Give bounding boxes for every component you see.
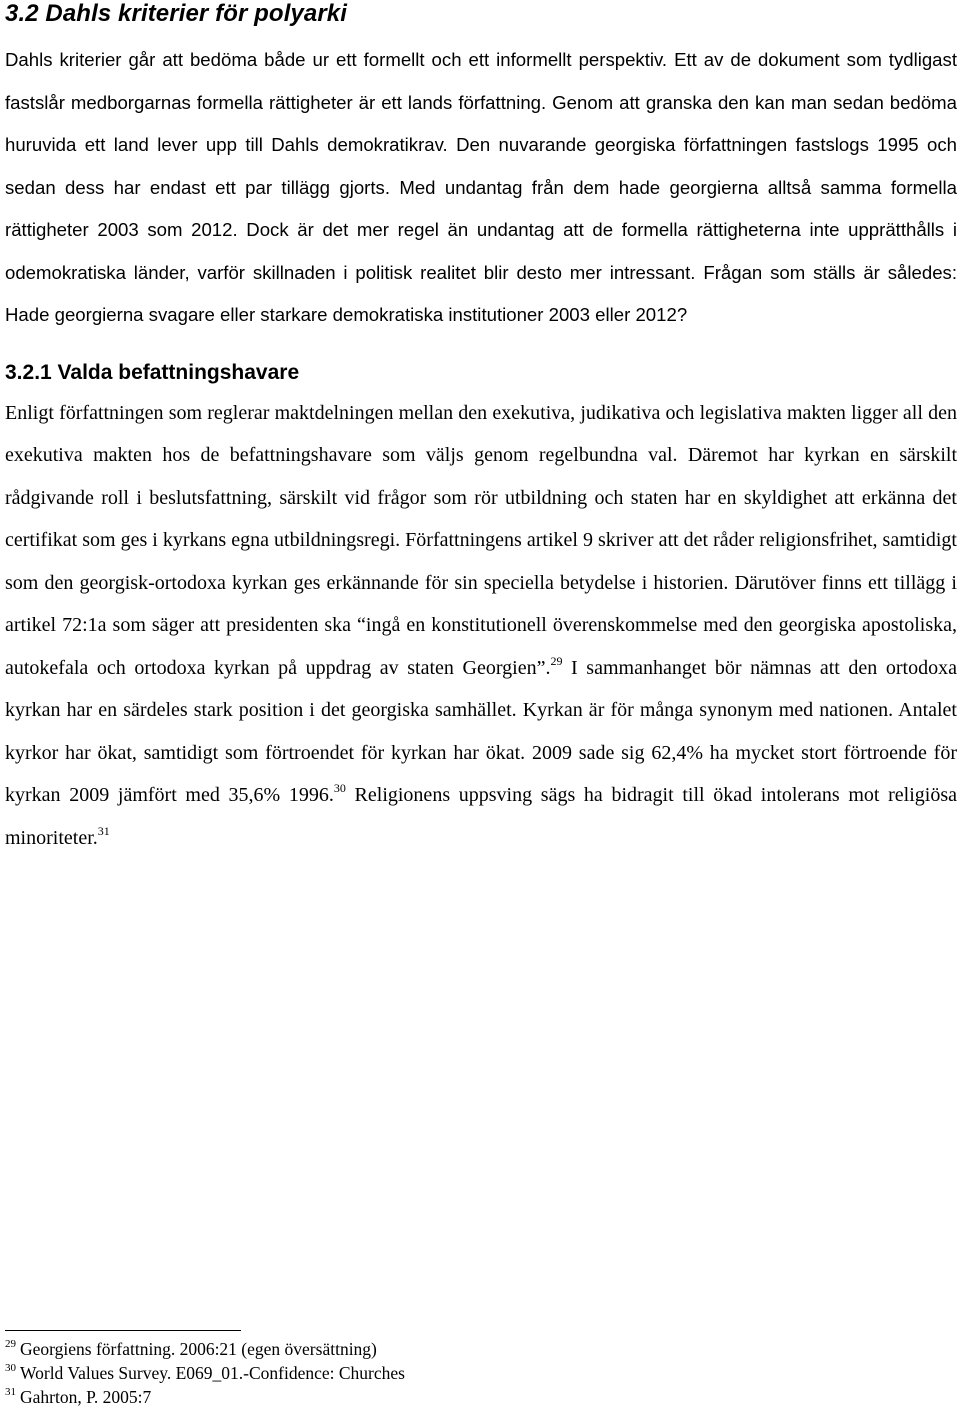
footnote-ref-29[interactable]: 29 — [550, 653, 563, 668]
section-paragraph — [5, 39, 957, 337]
footnote-text: Gahrton, P. 2005:7 — [20, 1387, 152, 1407]
footnote-number: 31 — [5, 1386, 16, 1398]
footnote-text: World Values Survey. E069_01.-Confidence: Churches — [20, 1363, 405, 1383]
section-paragraph-sentence-2: Den nuvarande georgiska författningen fastslogs 1995 och sedan dess har endast ett par tillägg gjorts. Med undantag från dem hade georgierna alltså samma formella rättigheter 2003 som 2012. Dock är det mer regel än undantag att de formella rättigheterna inte upprätthålls i odemokratiska länder, varför skillnaden i politisk realitet blir desto mer intressant. Frågan som ställs är således: Hade georgierna svagare eller starkare demokratiska institutioner 2003 eller 2012? — [5, 134, 957, 325]
footnote-ref-30[interactable]: 30 — [333, 781, 346, 795]
footnote-separator — [5, 1330, 241, 1331]
footnote-31 — [5, 1385, 605, 1409]
footnote-ref-31[interactable]: 31 — [97, 823, 110, 838]
document-page — [5, 0, 957, 859]
footnote-text: Georgiens författning. 2006:21 (egen översättning) — [20, 1339, 377, 1359]
subsection-paragraph-text-3: Religionens uppsving sägs ha bidragit till ökad intolerans mot religiösa minoriteter. — [5, 784, 957, 849]
footnote-number: 29 — [5, 1338, 16, 1350]
subsection-paragraph-text-2: I sammanhanget bör nämnas att den ortodoxa kyrkan har en särdeles stark position i det georgiska samhället. Kyrkan är för många synonym med nationen. Antalet kyrkor har ökat, samtidigt som förtroendet för kyrkan har ökat. 2009 sade sig 62,4% ha mycket stort förtroende för kyrkan 2009 jämfört med 35,6% 1996. — [5, 656, 957, 806]
footnote-number: 30 — [5, 1362, 16, 1374]
section-paragraph-sentence-1: Dahls kriterier går att bedöma både ur ett formellt och ett informellt perspektiv. Ett av de dokument som tydligast fastslår medborgarnas formella rättigheter är ett lands författning. Genom att granska den kan man sedan bedöma huruvida ett land lever upp till Dahls demokratikrav. — [5, 49, 957, 155]
footnote-29 — [5, 1337, 605, 1361]
subsection-paragraph — [5, 392, 957, 860]
footnote-30 — [5, 1361, 605, 1385]
subsection-heading: 3.2.1 Valda befattningshavare — [5, 360, 300, 384]
footnotes — [5, 1330, 605, 1409]
section-heading: 3.2 Dahls kriterier för polyarki — [5, 0, 348, 27]
subsection-paragraph-text-1: Enligt författningen som reglerar maktdelningen mellan den exekutiva, judikativa och legislativa makten ligger all den exekutiva makten hos de befattningshavare som väljs genom regelbundna val. Däremot har kyrkan en särskilt rådgivande roll i beslutsfattning, särskilt vid frågor som rör utbildning och staten har en skyldighet att erkänna det certifikat som ges i kyrkans egna utbildningsregi. Författningens artikel 9 skriver att det råder religionsfrihet, samtidigt som den georgisk-ortodoxa kyrkan ges erkännande för sin speciella betydelse i historien. Därutöver finns ett tillägg i artikel 72:1a som säger att presidenten ska “ingå en konstitutionell överenskommelse med den georgiska apostoliska, autokefala och ortodoxa kyrkan på uppdrag av staten Georgien”. — [5, 401, 957, 679]
